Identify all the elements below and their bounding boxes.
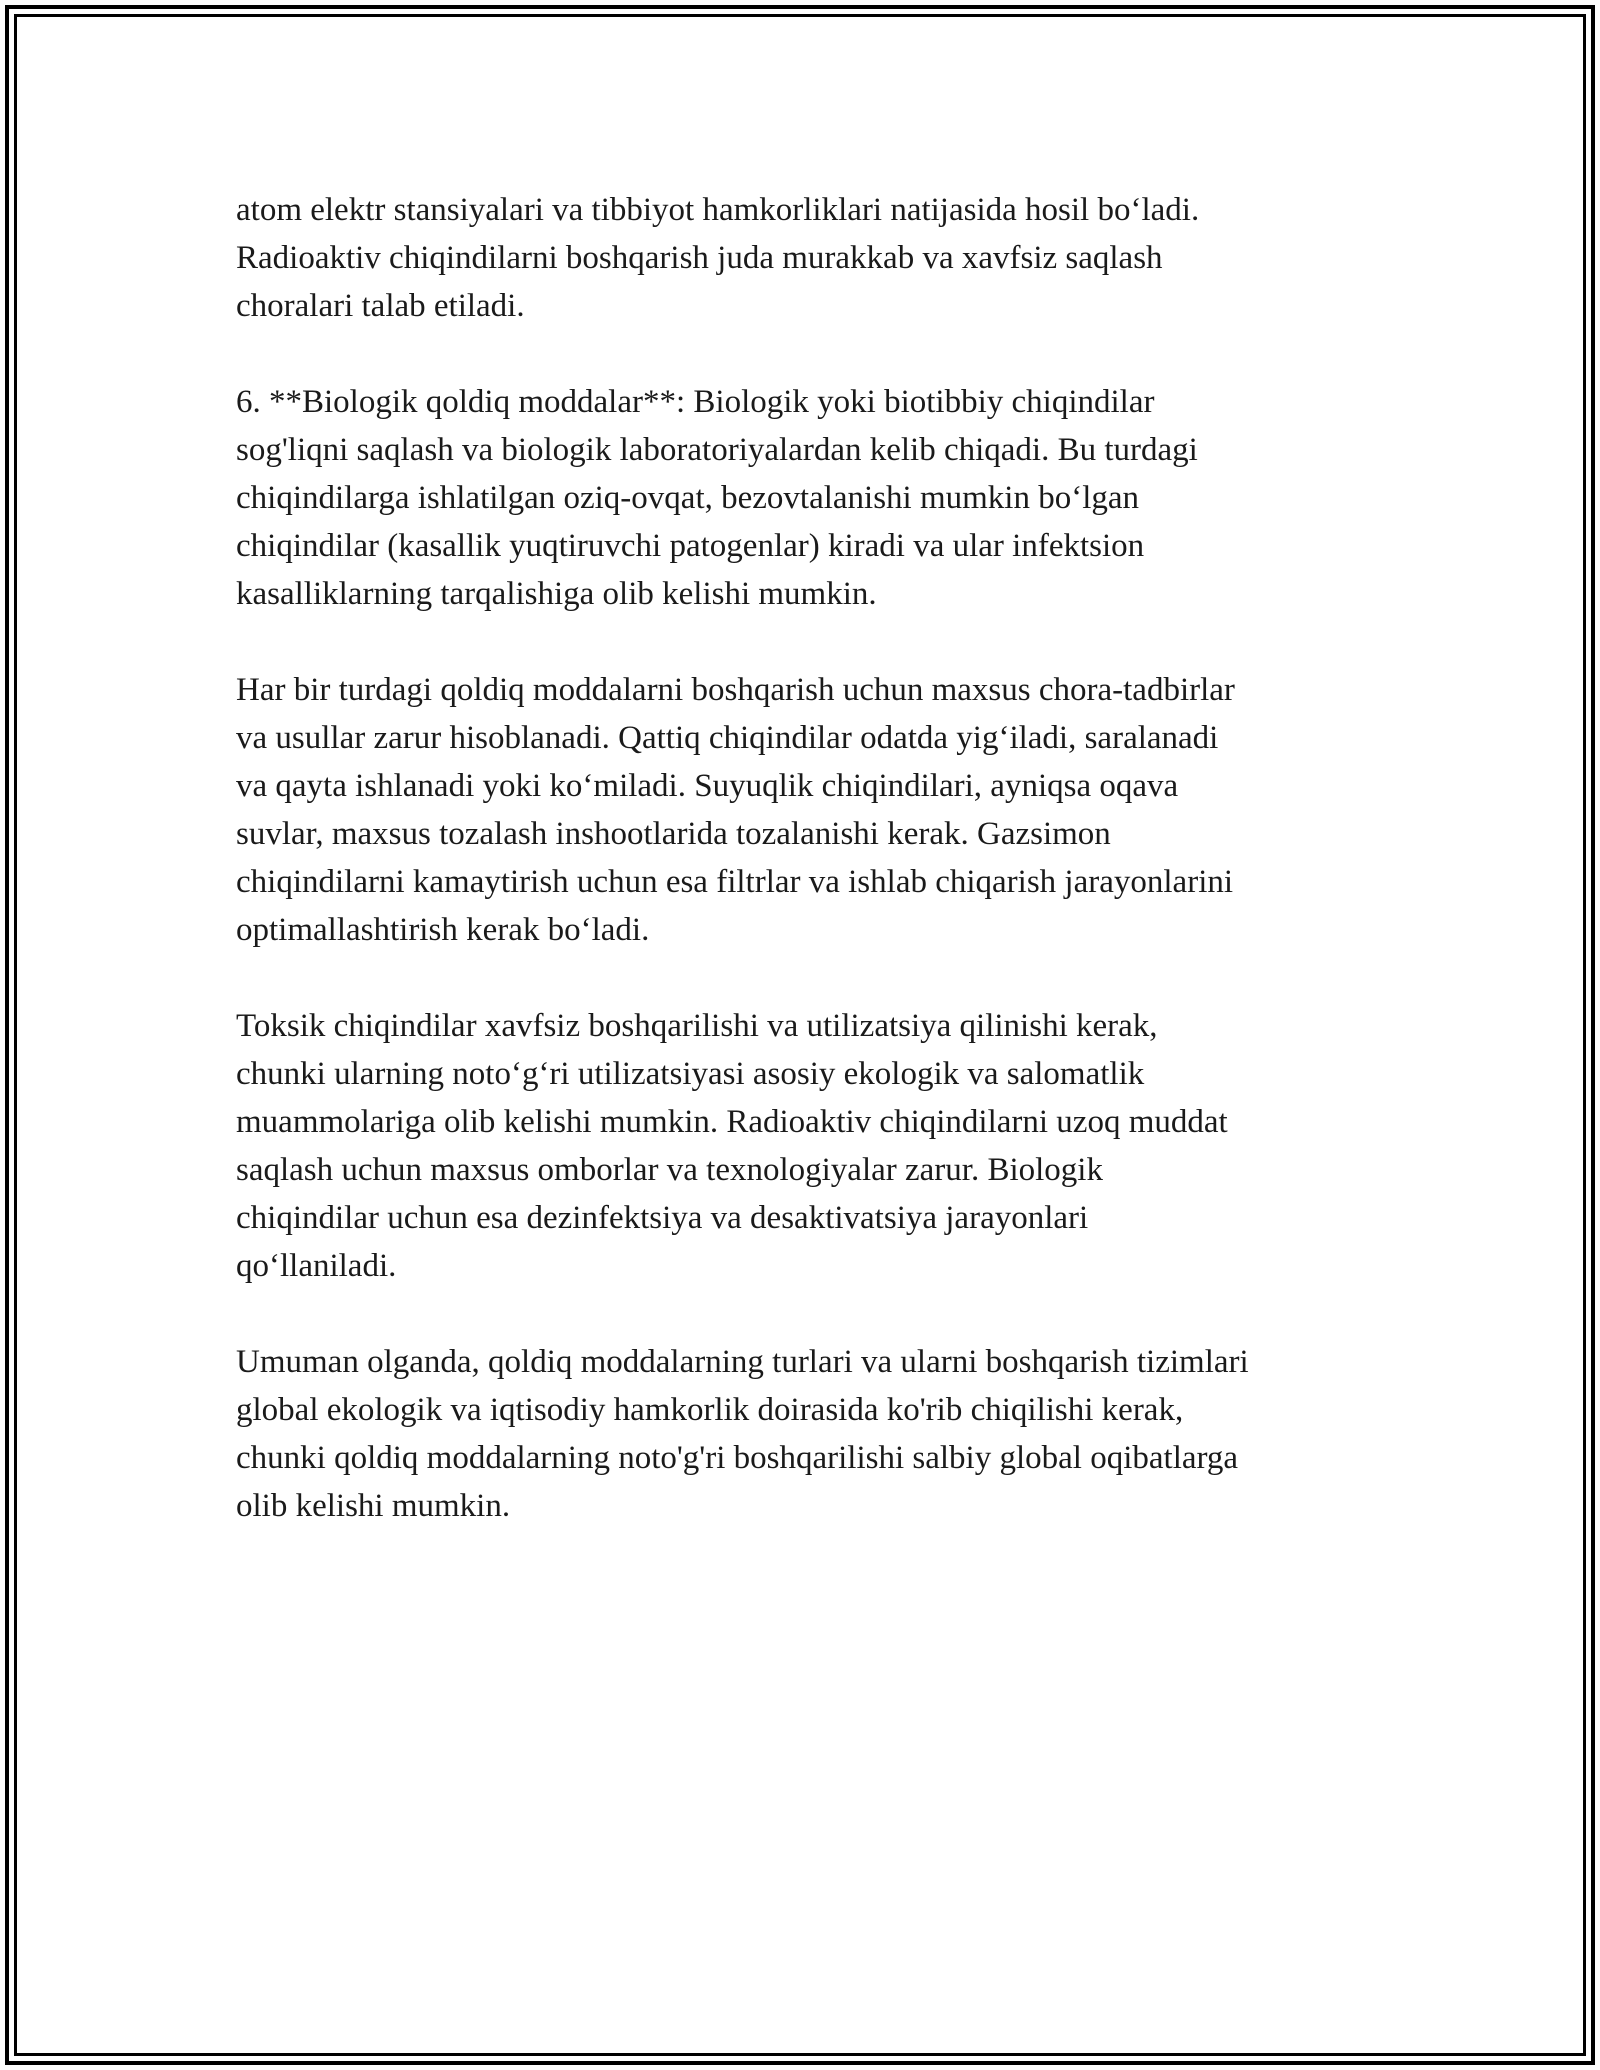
text-line: va qayta ishlanadi yoki ko‘miladi. Suyuqlik chiqindilari, ayniqsa oqava (236, 768, 1179, 804)
text-line: muammolariga olib kelishi mumkin. Radioaktiv chiqindilarni uzoq muddat (236, 1104, 1228, 1140)
text-line: chiqindilarni kamaytirish uchun esa filtrlar va ishlab chiqarish jarayonlarini (236, 864, 1234, 900)
paragraph-toxic-waste (236, 1002, 1376, 1290)
text-line: chiqindilar uchun esa dezinfektsiya va desaktivatsiya jarayonlari (236, 1200, 1089, 1236)
text-line: chiqindilar (kasallik yuqtiruvchi patogenlar) kiradi va ular infektsion (236, 528, 1145, 564)
text-line: va usullar zarur hisoblanadi. Qattiq chiqindilar odatda yig‘iladi, saralanadi (236, 720, 1219, 756)
paragraph-waste-management-methods (236, 666, 1376, 954)
text-line: Har bir turdagi qoldiq moddalarni boshqarish uchun maxsus chora-tadbirlar (236, 672, 1235, 708)
text-line: suvlar, maxsus tozalash inshootlarida tozalanishi kerak. Gazsimon (236, 816, 1111, 852)
text-line: Toksik chiqindilar xavfsiz boshqarilishi va utilizatsiya qilinishi kerak, (236, 1008, 1158, 1044)
text-line: olib kelishi mumkin. (236, 1488, 511, 1524)
text-line: qo‘llaniladi. (236, 1248, 397, 1284)
paragraph-biological-waste (236, 378, 1376, 618)
text-line: kasalliklarning tarqalishiga olib kelishi mumkin. (236, 576, 877, 612)
paragraph-conclusion (236, 1338, 1376, 1530)
text-line: Radioaktiv chiqindilarni boshqarish juda murakkab va xavfsiz saqlash (236, 240, 1163, 276)
text-line: global ekologik va iqtisodiy hamkorlik doirasida ko'rib chiqilishi kerak, (236, 1392, 1184, 1428)
text-line: 6. **Biologik qoldiq moddalar**: Biologik yoki biotibbiy chiqindilar (236, 384, 1155, 420)
text-line: optimallashtirish kerak bo‘ladi. (236, 912, 650, 948)
text-line: chunki ularning noto‘g‘ri utilizatsiyasi asosiy ekologik va salomatlik (236, 1056, 1145, 1092)
paragraph-radioactive-waste-end (236, 186, 1376, 330)
text-line: saqlash uchun maxsus omborlar va texnologiyalar zarur. Biologik (236, 1152, 1103, 1188)
text-line: chiqindilarga ishlatilgan oziq-ovqat, bezovtalanishi mumkin bo‘lgan (236, 480, 1140, 516)
document-body (236, 186, 1376, 1578)
text-line: choralari talab etiladi. (236, 288, 525, 324)
text-line: chunki qoldiq moddalarning noto'g'ri boshqarilishi salbiy global oqibatlarga (236, 1440, 1239, 1476)
text-line: atom elektr stansiyalari va tibbiyot hamkorliklari natijasida hosil bo‘ladi. (236, 192, 1200, 228)
text-line: sog'liqni saqlash va biologik laboratoriyalardan kelib chiqadi. Bu turdagi (236, 432, 1198, 468)
text-line: Umuman olganda, qoldiq moddalarning turlari va ularni boshqarish tizimlari (236, 1344, 1249, 1380)
